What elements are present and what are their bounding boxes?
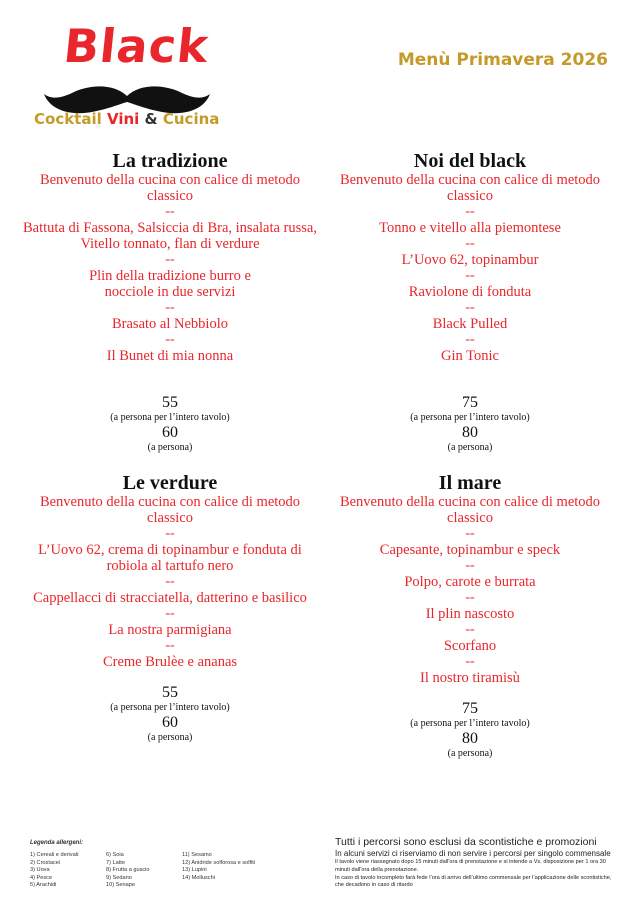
legend-item: 9) Sedano bbox=[106, 874, 132, 881]
course: Brasato al Nebbiolo bbox=[112, 316, 228, 332]
course-separator: -- bbox=[165, 574, 175, 589]
course: Benvenuto della cucina con calice di metodo classico bbox=[339, 494, 601, 526]
legend-item: 4) Pesce bbox=[30, 874, 53, 881]
course: Gin Tonic bbox=[441, 348, 499, 364]
note-discounts: Tutti i percorsi sono esclusi da scontistiche e promozioni bbox=[335, 836, 597, 848]
course-separator: -- bbox=[465, 558, 475, 573]
price-single-note: (a persona) bbox=[147, 442, 193, 453]
menu-title: Il mare bbox=[438, 472, 502, 494]
course: Raviolone di fonduta bbox=[408, 284, 532, 300]
menu-noi-del-black bbox=[320, 150, 620, 454]
menu-la-tradizione bbox=[20, 150, 320, 454]
allergen-legend bbox=[30, 840, 310, 890]
menu-le-verdure bbox=[20, 472, 320, 744]
course: Capesante, topinambur e speck bbox=[379, 542, 561, 558]
course-separator: -- bbox=[465, 654, 475, 669]
course: Benvenuto della cucina con calice di metodo classico bbox=[339, 172, 601, 204]
course-separator: -- bbox=[465, 236, 475, 251]
course-separator: -- bbox=[465, 590, 475, 605]
menu-title: Noi del black bbox=[413, 150, 527, 172]
legend-item: 14) Molluschi bbox=[182, 874, 215, 881]
note-table-timing: Il tavolo viene riassegnato dopo 15 minuti dall’ora di prenotazione e si intende a Vs. disposizione per 1 ora 30 minuti dall’ora della prenotazione. bbox=[335, 859, 606, 873]
price-single-note: (a persona) bbox=[447, 748, 493, 759]
legend-item: 6) Soia bbox=[106, 852, 124, 858]
menu-title: La tradizione bbox=[112, 150, 228, 172]
legend-item: 5) Arachidi bbox=[30, 882, 57, 889]
course-separator: -- bbox=[465, 268, 475, 283]
price-table: 75 bbox=[462, 394, 478, 411]
price-table: 55 bbox=[162, 684, 178, 701]
legend-item: 8) Frutta a guscio bbox=[106, 867, 150, 874]
course: L’Uovo 62, crema di topinambur e fonduta di robiola al tartufo nero bbox=[38, 542, 302, 574]
course: Il nostro tiramisù bbox=[420, 670, 520, 686]
legend-item: 13) Lupini bbox=[182, 867, 207, 874]
course-separator: -- bbox=[165, 606, 175, 621]
price-single: 80 bbox=[462, 424, 478, 441]
course: Benvenuto della cucina con calice di metodo classico bbox=[39, 494, 301, 526]
price-table-note: (a persona per l’intero tavolo) bbox=[410, 718, 530, 729]
legend-item: 12) Anidride solforosa e solfiti bbox=[182, 859, 256, 866]
course: Creme Brulèe e ananas bbox=[102, 654, 238, 670]
course: Scorfano bbox=[443, 638, 497, 654]
legend-item: 11) Sesamo bbox=[182, 852, 212, 858]
course-separator: -- bbox=[465, 622, 475, 637]
course-separator: -- bbox=[165, 638, 175, 653]
price-single: 60 bbox=[162, 424, 178, 441]
legend-title: Legenda allergeni: bbox=[30, 840, 84, 846]
course: Il plin nascosto bbox=[425, 606, 515, 622]
course-separator: -- bbox=[165, 300, 175, 315]
note-incomplete-table: In caso di tavolo incompleto farà fede l’ora di arrivo dell’ultimo commensale per l’applicazione delle scontistiche, che decadono in caso di ritardo bbox=[335, 874, 612, 889]
policy-notes bbox=[335, 836, 620, 890]
course-separator: -- bbox=[465, 526, 475, 541]
menu-il-mare bbox=[320, 472, 620, 760]
course-separator: -- bbox=[465, 300, 475, 315]
course: La nostra parmigiana bbox=[108, 622, 232, 638]
course: Black Pulled bbox=[432, 316, 508, 332]
price-single: 60 bbox=[162, 714, 178, 731]
price-table-note: (a persona per l’intero tavolo) bbox=[410, 412, 530, 423]
course-separator: -- bbox=[165, 252, 175, 267]
course-separator: -- bbox=[165, 526, 175, 541]
price-single-note: (a persona) bbox=[447, 442, 493, 453]
price-single-note: (a persona) bbox=[147, 732, 193, 743]
note-single-guest: In alcuni servizi ci riserviamo di non servire i percorsi per singolo commensale bbox=[335, 849, 611, 858]
legend-item: 1) Cereali e derivati bbox=[30, 852, 79, 858]
price-table: 75 bbox=[462, 700, 478, 717]
course: Il Bunet di mia nonna bbox=[106, 348, 234, 364]
price-table-note: (a persona per l’intero tavolo) bbox=[110, 412, 230, 423]
course: Cappellacci di stracciatella, datterino e basilico bbox=[33, 590, 307, 606]
course: L’Uovo 62, topinambur bbox=[401, 252, 539, 268]
course: Benvenuto della cucina con calice di metodo classico bbox=[39, 172, 301, 204]
legend-item: 7) Latte bbox=[106, 859, 125, 866]
course: Battuta di Fassona, Salsiccia di Bra, insalata russa, Vitello tonnato, flan di verdure bbox=[23, 220, 317, 252]
course-separator: -- bbox=[165, 332, 175, 347]
course-separator: -- bbox=[465, 204, 475, 219]
legend-item: 2) Crostacei bbox=[30, 859, 61, 866]
menu-title: Le verdure bbox=[122, 472, 218, 494]
course-separator: -- bbox=[465, 332, 475, 347]
course: Plin della tradizione burro e nocciole in due servizi bbox=[89, 268, 251, 300]
price-table-note: (a persona per l’intero tavolo) bbox=[110, 702, 230, 713]
logo bbox=[30, 18, 220, 134]
legend-item: 3) Uova bbox=[30, 867, 50, 874]
logo-subtitle: Cocktail Vini & Cucina bbox=[34, 110, 220, 128]
course: Polpo, carote e burrata bbox=[404, 574, 536, 590]
season-title: Menù Primavera 2026 bbox=[397, 50, 608, 70]
logo-wordmark: Black bbox=[61, 19, 212, 73]
price-single: 80 bbox=[462, 730, 478, 747]
course: Tonno e vitello alla piemontese bbox=[379, 220, 561, 236]
course-separator: -- bbox=[165, 204, 175, 219]
price-table: 55 bbox=[162, 394, 178, 411]
legend-item: 10) Senape bbox=[106, 882, 135, 889]
